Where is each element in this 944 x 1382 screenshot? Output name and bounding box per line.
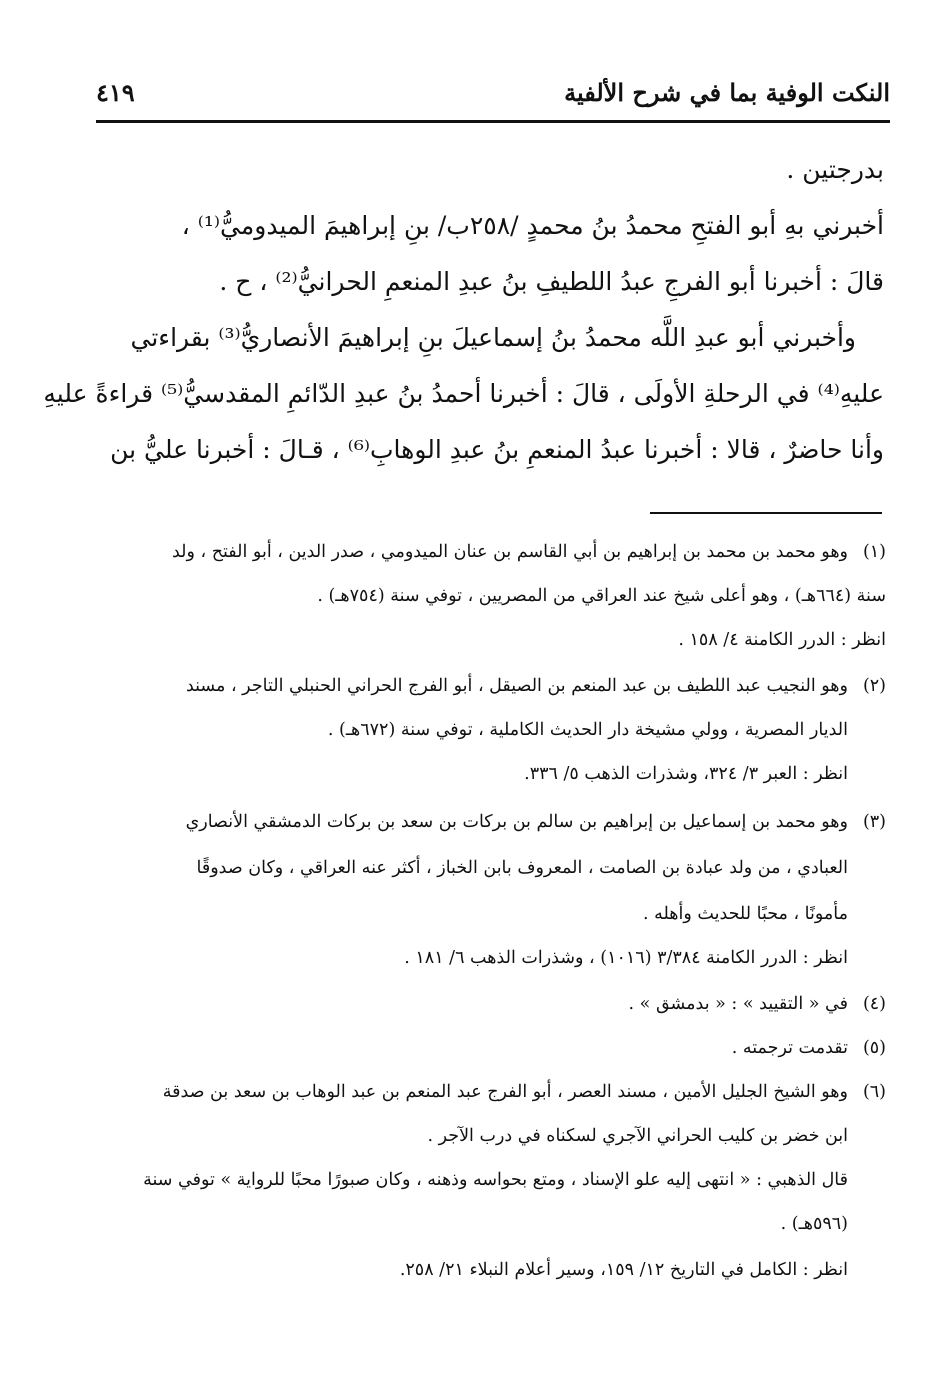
main-line: وأنا حاضرٌ ، قالا : أخبرنا عبدُ المنعمِ بنُ عبدِ الوهابِ⁽⁶⁾ ، قـالَ : أخبرنا عليُّ بن xyxy=(110,435,884,464)
footnote-text: العبادي ، من ولد عبادة بن الصامت ، المعروف بابن الخباز ، أكثر عنه العراقي ، وكان صدوقًا xyxy=(196,858,848,878)
footnote-quote: (٥٩٦هـ) . xyxy=(780,1214,848,1234)
footnote-reference: انظر : الدرر الكامنة ٤/ ١٥٨ . xyxy=(678,630,886,650)
main-line: عليهِ⁽⁴⁾ في الرحلةِ الأولَى ، قالَ : أخبرنا أحمدُ بنُ عبدِ الدّائمِ المقدسيُّ⁽⁵⁾ قراءةً عليهِ xyxy=(43,379,884,408)
footnote-reference: انظر : العبر ٣/ ٣٢٤، وشذرات الذهب ٥/ ٣٣٦. xyxy=(524,764,848,784)
footnote-number: (٦) xyxy=(862,1082,886,1102)
footnote-number: (٢) xyxy=(862,676,886,696)
running-header xyxy=(96,70,890,123)
footnote-text: وهو الشيخ الجليل الأمين ، مسند العصر ، أبو الفرج عبد المنعم بن عبد الوهاب بن سعد بن صدقة xyxy=(162,1082,848,1102)
main-line: بدرجتين . xyxy=(786,155,884,184)
footnote-number: (١) xyxy=(862,542,886,562)
main-line: أخبرني بهِ أبو الفتحِ محمدُ بنُ محمدٍ /٢٥٨ب/ بنِ إبراهيمَ الميدوميُّ⁽¹⁾ ، xyxy=(181,211,884,240)
footnote-quote: قال الذهبي : « انتهى إليه علو الإسناد ، ومتع بحواسه وذهنه ، وكان صبورًا محبًا للرواية » توفي سنة xyxy=(143,1170,848,1190)
footnote-reference: انظر : الدرر الكامنة ٣/٣٨٤ (١٠١٦) ، وشذرات الذهب ٦/ ١٨١ . xyxy=(404,948,848,968)
main-line: وأخبرني أبو عبدِ اللَّه محمدُ بنُ إسماعيلَ بنِ إبراهيمَ الأنصاريُّ⁽³⁾ بقراءتي xyxy=(130,323,856,352)
footnote-text: الديار المصرية ، وولي مشيخة دار الحديث الكاملية ، توفي سنة (٦٧٢هـ) . xyxy=(327,720,848,740)
footnote-separator xyxy=(650,512,882,514)
footnote-reference: انظر : الكامل في التاريخ ١٢/ ١٥٩، وسير أعلام النبلاء ٢١/ ٢٥٨. xyxy=(399,1260,848,1280)
footnote-text: تقدمت ترجمته . xyxy=(731,1038,848,1058)
footnote-text: في « التقييد » : « بدمشق » . xyxy=(628,994,848,1014)
page-number: ٤١٩ xyxy=(96,78,135,107)
footnote-text: مأمونًا ، محبًا للحديث وأهله . xyxy=(642,904,848,924)
book-title: النكت الوفية بما في شرح الألفية xyxy=(564,78,890,107)
footnote-text: سنة (٦٦٤هـ) ، وهو أعلى شيخ عند العراقي من المصريين ، توفي سنة (٧٥٤هـ) . xyxy=(317,586,886,606)
footnote-text: وهو محمد بن محمد بن إبراهيم بن أبي القاسم بن عنان الميدومي ، صدر الدين ، أبو الفتح ، ولد xyxy=(171,542,848,562)
main-line: قالَ : أخبرنا أبو الفرجِ عبدُ اللطيفِ بنُ عبدِ المنعمِ الحرانيُّ⁽²⁾ ، ح . xyxy=(219,267,884,296)
footnote-number: (٤) xyxy=(862,994,886,1014)
footnote-number: (٥) xyxy=(862,1038,886,1058)
footnote-text: وهو النجيب عبد اللطيف بن عبد المنعم بن الصيقل ، أبو الفرج الحراني الحنبلي التاجر ، مسند xyxy=(185,676,848,696)
footnote-text: وهو محمد بن إسماعيل بن إبراهيم بن سالم بن بركات بن سعد بن بركات الدمشقي الأنصاري xyxy=(185,812,848,832)
footnote-text: ابن خضر بن كليب الحراني الآجري لسكناه في درب الآجر . xyxy=(427,1126,848,1146)
footnote-number: (٣) xyxy=(862,812,886,832)
